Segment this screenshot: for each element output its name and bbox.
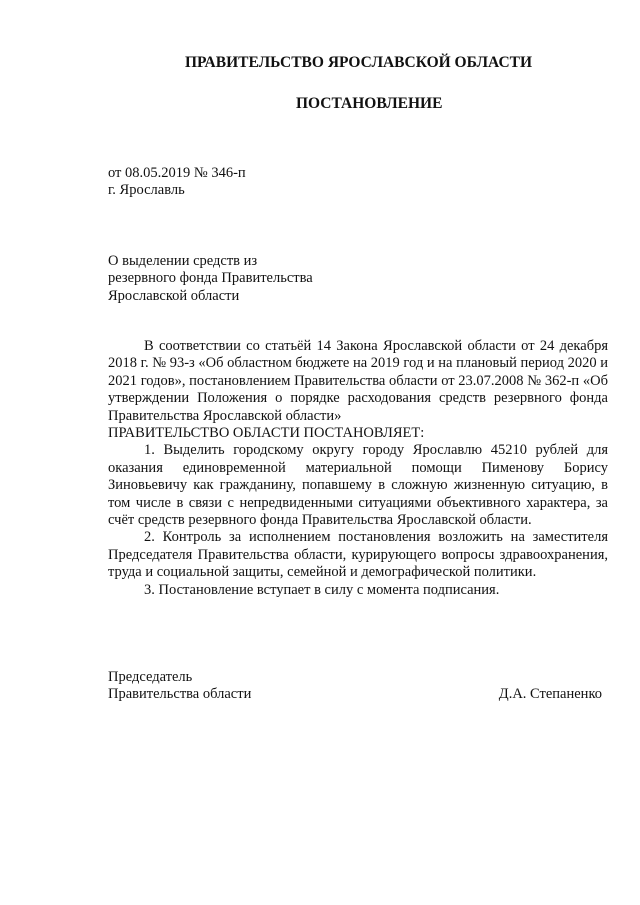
city: г. Ярославль — [108, 182, 185, 198]
resolves-heading: ПРАВИТЕЛЬСТВО ОБЛАСТИ ПОСТАНОВЛЯЕТ: — [108, 425, 425, 442]
government-title: ПРАВИТЕЛЬСТВО ЯРОСЛАВСКОЙ ОБЛАСТИ — [185, 54, 533, 71]
signatory-name: Д.А. Степаненко — [498, 686, 602, 703]
subject-line: резервного фонда Правительства — [108, 270, 313, 287]
signature-block — [108, 669, 608, 704]
signature-position-line-1: Председатель — [108, 669, 193, 685]
subject-block — [108, 253, 313, 305]
document-body — [108, 338, 608, 599]
document-type: ПОСТАНОВЛЕНИЕ — [296, 95, 443, 112]
item-2: 2. Контроль за исполнением постановления возложить на заместителя Председателя Правительства области, курирующего вопросы здравоохранения, труда и социальной защиты, семейной и демографической политики. — [108, 529, 608, 581]
signature-position-line-2: Правительства области — [108, 686, 252, 703]
item-1: 1. Выделить городскому округу городу Ярославлю 45210 рублей для оказания единовременной материальной помощи Пименову Борису Зиновьевичу как гражданину, попавшему в сложную жизненную ситуацию, в том числе в связи с непредвиденными ситуациями объективного характера, за счёт средств резервного фонда Правительства Ярославской области. — [108, 442, 608, 529]
subject-line: О выделении средств из — [108, 253, 258, 269]
subject-line: Ярославской области — [108, 287, 240, 304]
item-3: 3. Постановление вступает в силу с момента подписания. — [144, 581, 500, 598]
date-number: от 08.05.2019 № 346-п — [108, 165, 246, 181]
preamble: В соответствии со статьёй 14 Закона Ярославской области от 24 декабря 2018 г. № 93-з «Об областном бюджете на 2019 год и на плановый период 2020 и 2021 годов», постановлением Правительства области от 23.07.2008 № 362-п «Об утверждении Положения о порядке расходования средств резервного фонда Правительства Ярославской области» — [108, 338, 608, 424]
signature-position-row — [108, 686, 608, 703]
